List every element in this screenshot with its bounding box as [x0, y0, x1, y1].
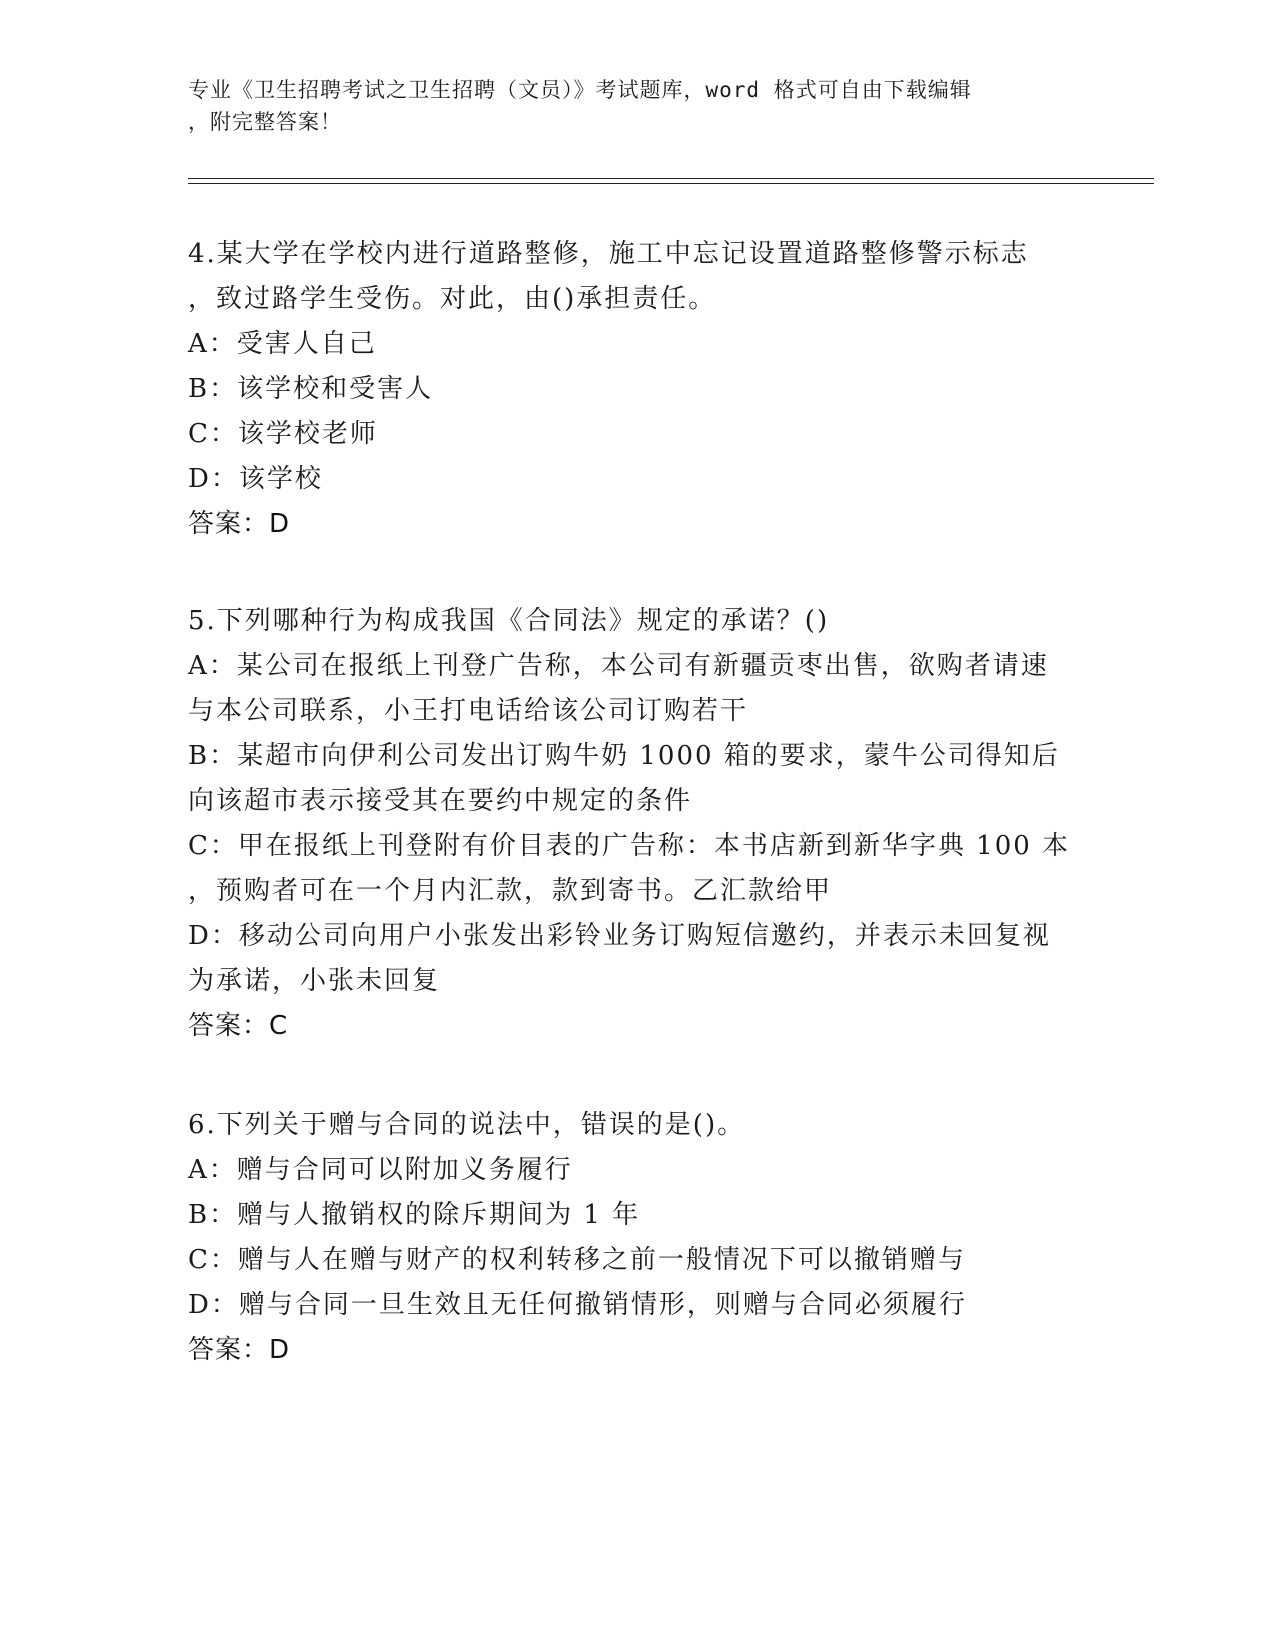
header-line-1: 专业《卫生招聘考试之卫生招聘（文员）》考试题库，word 格式可自由下载编辑 — [188, 78, 972, 102]
option-c: C：该学校老师 — [188, 419, 378, 449]
option-d: D：赠与合同一旦生效且无任何撤销情形，则赠与合同必须履行 — [188, 1290, 967, 1320]
answer-label: 答案：D — [188, 509, 291, 539]
option-a: A：赠与合同可以附加义务履行 — [188, 1155, 573, 1185]
option-d-continued: 为承诺，小张未回复 — [188, 966, 441, 996]
option-c: C：赠与人在赠与财产的权利转移之前一般情况下可以撤销赠与 — [188, 1245, 966, 1275]
option-a: A：受害人自己 — [188, 329, 377, 359]
answer-label: 答案：C — [188, 1011, 289, 1041]
option-d: D：移动公司向用户小张发出彩铃业务订购短信邀约，并表示未回复视 — [188, 921, 1051, 951]
header-line-2: ，附完整答案！ — [188, 110, 342, 134]
option-a: A：某公司在报纸上刊登广告称，本公司有新疆贡枣出售，欲购者请速 — [188, 651, 1049, 681]
option-b-continued: 向该超市表示接受其在要约中规定的条件 — [188, 786, 693, 816]
question-stem-line: ，致过路学生受伤。对此，由()承担责任。 — [188, 284, 717, 314]
question-6 — [188, 1103, 1088, 1373]
option-b: B：赠与人撤销权的除斥期间为 1 年 — [188, 1200, 641, 1230]
question-stem-line: 6.下列关于赠与合同的说法中，错误的是()。 — [188, 1110, 746, 1140]
question-stem-line: 4.某大学在学校内进行道路整修，施工中忘记设置道路整修警示标志 — [188, 239, 1029, 269]
question-4 — [188, 232, 1088, 547]
option-d: D：该学校 — [188, 464, 323, 494]
option-b: B：某超市向伊利公司发出订购牛奶 1000 箱的要求，蒙牛公司得知后 — [188, 741, 1060, 771]
answer-label: 答案：D — [188, 1335, 291, 1365]
option-b: B：该学校和受害人 — [188, 374, 434, 404]
option-c-continued: ，预购者可在一个月内汇款，款到寄书。乙汇款给甲 — [188, 876, 833, 906]
question-stem-line: 5.下列哪种行为构成我国《合同法》规定的承诺？() — [188, 606, 830, 636]
option-a-continued: 与本公司联系，小王打电话给该公司订购若干 — [188, 696, 749, 726]
document-header — [188, 74, 1088, 138]
header-divider — [188, 178, 1154, 184]
question-5 — [188, 599, 1088, 1049]
option-c: C：甲在报纸上刊登附有价目表的广告称：本书店新到新华字典 100 本 — [188, 831, 1071, 861]
